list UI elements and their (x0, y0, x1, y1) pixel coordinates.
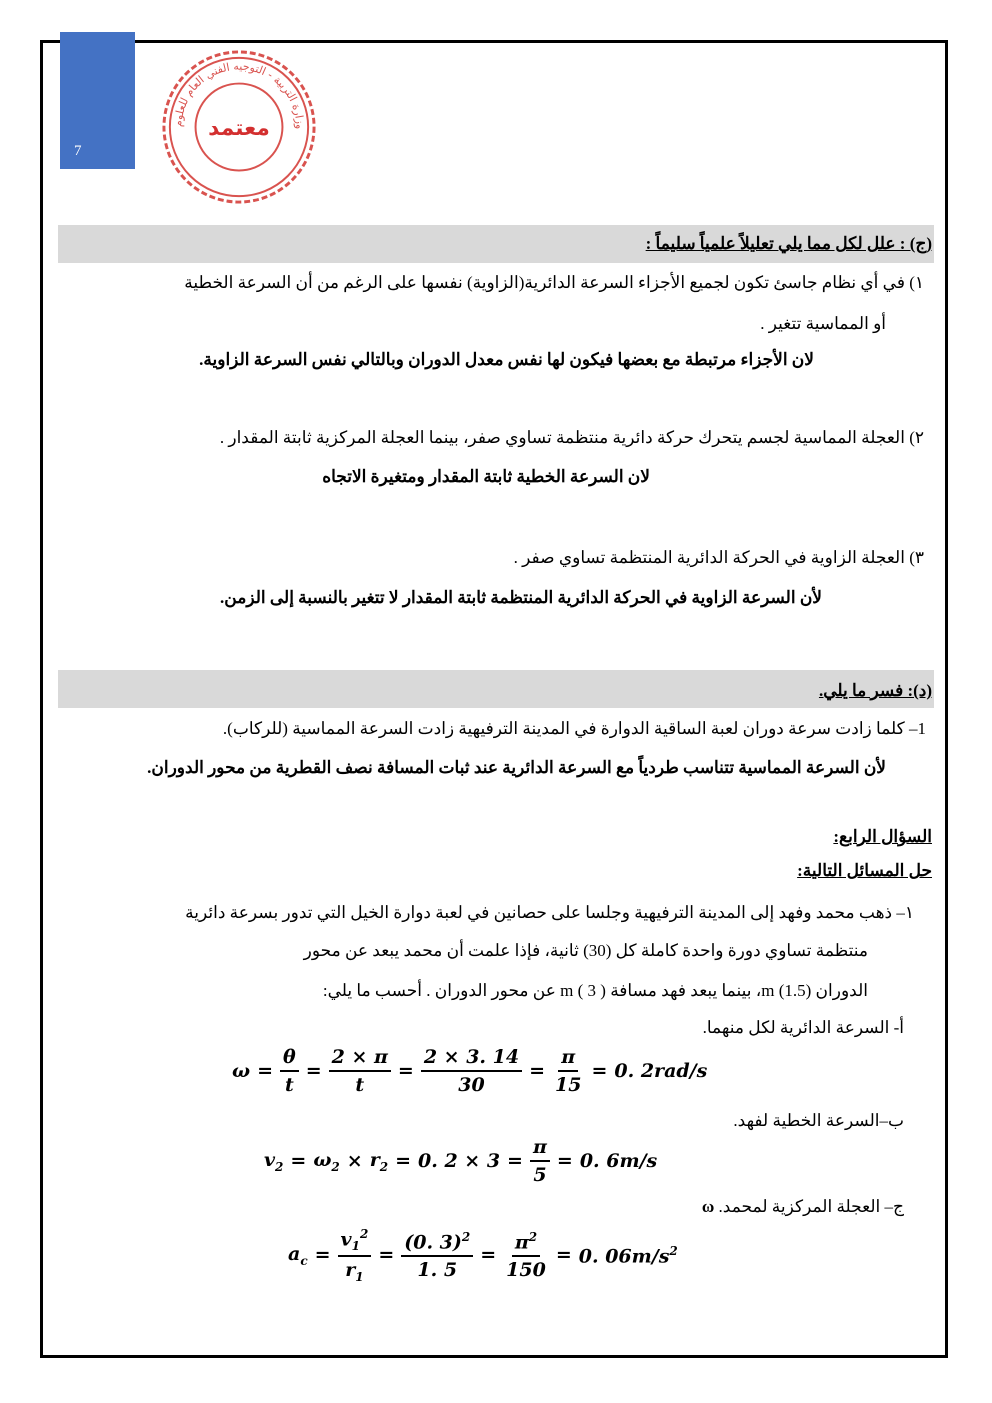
eq1-lhs: ω (232, 1060, 251, 1082)
equation-centripetal-acceleration: $a_c$ = $\frac{v_1^2}{r_1}$ = $\frac{(0. 3)^2}{1. 5}$ = $\frac{\pi^2}{150}$ = 0. $06m/s^2$ (288, 1227, 678, 1284)
eq2-calc: 0. 2 × 3 (418, 1150, 501, 1172)
eq1-fraction-2: $\frac{2 \times \pi}{t}$ (329, 1046, 391, 1096)
question4-problem-line2: منتظمة تساوي دورة واحدة كاملة كل (30) ثانية، فإذا علمت أن محمد يبعد عن محور (303, 941, 868, 960)
section-d-header-band (58, 670, 934, 708)
section-c-answer1: لان الأجزاء مرتبطة مع بعضها فيكون لها نفس معدل الدوران وبالتالي نفس السرعة الزاوية. (199, 350, 814, 369)
eq1-fraction-4: $\frac{\pi}{15}$ (555, 1046, 582, 1096)
eq1-fraction-3: $\frac{2 \times 3. 14}{30}$ (421, 1046, 522, 1096)
equation-angular-speed: ω = $\frac{\theta}{t}$ = $\frac{2 \times \pi}{t}$ = $\frac{2 \times 3. 14}{30}$ = $\frac{\pi}{15}$ = 0. 2rad/s (232, 1046, 708, 1096)
eq2-lhs: $v_2$ (264, 1148, 284, 1174)
eq2-fraction: $\frac{\pi}{5}$ (530, 1136, 550, 1186)
eq3-lhs: $a_c$ (288, 1243, 308, 1268)
eq3-fraction-2: $\frac{(0. 3)^2}{1. 5}$ (401, 1230, 473, 1281)
question4-part-b: ب–السرعة الخطية لفهد. (733, 1111, 904, 1130)
question4-problem-line1: ١– ذهب محمد وفهد إلى المدينة الترفيهية وجلسا على حصانين في لعبة دوارة الخيل التي تدور بسرعة دائرية (185, 903, 914, 922)
section-c-q2: ٢) العجلة المماسية لجسم يتحرك حركة دائرية منتظمة تساوي صفر، بينما العجلة المركزية ثابتة المقدار . (219, 428, 924, 447)
equation-linear-speed: $v_2$ = $\omega_2$ × $r_2$ = 0. 2 × 3 = $\frac{\pi}{5}$ = 0. 6m/s (264, 1136, 658, 1186)
section-d-header: (د): فسر ما يلي. (818, 681, 932, 700)
eq2-radius: $r_2$ (369, 1148, 389, 1174)
eq3-result: 0. $06m/s^2$ (578, 1243, 678, 1268)
section-c-q1-line2: أو المماسية تتغير . (760, 314, 886, 333)
eq1-result: 0. 2rad/s (614, 1060, 708, 1082)
eq3-fraction-3: $\frac{\pi^2}{150}$ (506, 1229, 546, 1282)
page-tab (60, 32, 135, 169)
stamp-ring-text: وزارة التربية - التوجيه الفني العام للعلوم (171, 59, 307, 130)
question4-part-c: ج– العجلة المركزية لمحمد. ω (701, 1197, 904, 1216)
stamp-center-text: معتمد (208, 115, 270, 141)
section-c-header: (ج) : علل لكل مما يلي تعليلاً علمياً سليماً : (645, 234, 932, 253)
eq1-fraction-1: $\frac{\theta}{t}$ (280, 1046, 299, 1096)
part-c-omega-symbol: ω (701, 1197, 715, 1216)
question4-subtitle: حل المسائل التالية: (797, 861, 932, 880)
page-number: 7 (74, 143, 82, 159)
eq2-result: 0. 6m/s (579, 1150, 658, 1172)
approval-stamp (160, 48, 318, 206)
section-c-q3: ٣) العجلة الزاوية في الحركة الدائرية المنتظمة تساوي صفر . (513, 548, 924, 567)
question4-title: السؤال الرابع: (833, 827, 932, 846)
section-c-answer2: لان السرعة الخطية ثابتة المقدار ومتغيرة الاتجاه (322, 467, 650, 486)
section-d-answer1: لأن السرعة المماسية تتناسب طردياً مع السرعة الدائرية عند ثبات المسافة نصف القطرية من محور الدوران. (147, 758, 886, 777)
eq3-fraction-1: $\frac{v_1^2}{r_1}$ (338, 1227, 372, 1284)
question4-problem-line3: الدوران m (1.5)، بينما يبعد فهد مسافة m ( 3 ) عن محور الدوران . أحسب ما يلي: (322, 981, 868, 1000)
section-c-q1-line1: ١) في أي نظام جاسئ تكون لجميع الأجزاء السرعة الدائرية(الزاوية) نفسها على الرغم من أن السرعة الخطية (184, 273, 924, 292)
section-d-q1: 1– كلما زادت سرعة دوران لعبة الساقية الدوارة في المدينة الترفيهية زادت السرعة المماسية (للركاب). (222, 719, 926, 738)
eq2-omega: $\omega_2$ (313, 1148, 340, 1174)
question4-part-a: أ- السرعة الدائرية لكل منهما. (702, 1018, 904, 1037)
section-c-answer3: لأن السرعة الزاوية في الحركة الدائرية المنتظمة ثابتة المقدار لا تتغير بالنسبة إلى الزمن. (220, 588, 822, 607)
